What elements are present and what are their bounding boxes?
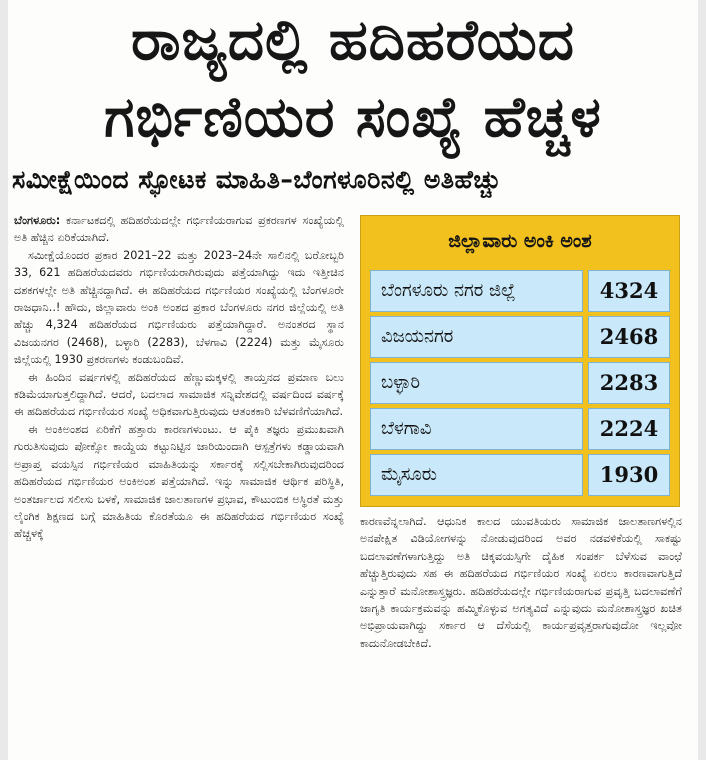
headline-line-1: ರಾಜ್ಯದಲ್ಲಿ ಹದಿಹರೆಯದ	[131, 8, 575, 73]
table-row	[370, 408, 670, 450]
table-title: ಜಿಲ್ಲಾವಾರು ಅಂಕಿ ಅಂಶ	[448, 230, 592, 252]
district-count: 2224	[588, 408, 670, 450]
district-name: ಬೆಳಗಾವಿ	[370, 408, 583, 450]
district-name: ಮೈಸೂರು	[370, 454, 583, 496]
article-paragraph: ಈ ಅಂಕಿಅಂಶದ ಏರಿಕೆಗೆ ಹತ್ತಾರು ಕಾರಣಗಳುಂಟು. ಆ ಪೈಕಿ ತಜ್ಞರು ಪ್ರಮುಖವಾಗಿ ಗುರುತಿಸುವುದು ಪೋಕ್ಸೋ ಕಾಯ್ದೆಯ ಕಟ್ಟುನಿಟ್ಟಿನ ಜಾರಿಯಿಂದಾಗಿ ಆಸ್ಪತ್ರೆಗಳು ಕಡ್ಡಾಯವಾಗಿ ಅಪ್ರಾಪ್ತ ವಯಸ್ಸಿನ ಗರ್ಭಿಣಿಯರ ಮಾಹಿತಿಯನ್ನು ಸರ್ಕಾರಕ್ಕೆ ಸಲ್ಲಿಸಬೇಕಾಗಿರುವುದರಿಂದ ಹದಿಹರೆಯದ ಗರ್ಭಿಣಿಯರ ಅಂಕಿಅಂಶ ಪತ್ತೆಯಾಗಿದೆ. ಇನ್ನು ಸಾಮಾಜಿಕ ಆರ್ಥಿಕ ಪರಿಸ್ಥಿತಿ, ಅಂತರ್ಜಾಲದ ಸಲೀಸು ಬಳಕೆ, ಸಾಮಾಜಿಕ ಜಾಲತಾಣಗಳ ಪ್ರಭಾವ, ಕೌಟುಂಬಿಕ ಅಸ್ಥಿರತೆ ಮತ್ತು ಲೈಂಗಿಕ ಶಿಕ್ಷಣದ ಬಗ್ಗೆ ಮಾಹಿತಿಯ ಕೊರತೆಯೂ ಈ ಹದಿಹರೆಯದ ಗರ್ಭಿಣಿಯರ ಸಂಖ್ಯೆ ಹೆಚ್ಚಳಕ್ಕೆ	[14, 422, 344, 541]
article-paragraph: ಸಮೀಕ್ಷೆಯೊಂದರ ಪ್ರಕಾರ 2021–22 ಮತ್ತು 2023–24ನೇ ಸಾಲಿನಲ್ಲಿ ಬರೋಬ್ಬರಿ 33, 621 ಹದಿಹರೆಯದವರು ಗರ್ಭಿಣಿಯರಾಗಿರುವುದು ಪತ್ತೆಯಾಗಿದ್ದು ಇದು ಇತ್ತೀಚಿನ ದಶಕಗಳಲ್ಲೇ ಅತಿ ಹೆಚ್ಚಿನದ್ದಾಗಿದೆ. ಈ ಹದಿಹರೆಯದ ಗರ್ಭಿಣಿಯರ ಸಂಖ್ಯೆಯಲ್ಲಿ ಬೆಂಗಳೂರೇ ರಾಜಧಾನಿ..! ಹೌದು, ಜಿಲ್ಲಾವಾರು ಅಂಕಿ ಅಂಶದ ಪ್ರಕಾರ ಬೆಂಗಳೂರು ನಗರ ಜಿಲ್ಲೆಯಲ್ಲಿ ಅತಿ ಹೆಚ್ಚು 4,324 ಹದಿಹರೆಯದ ಗರ್ಭಿಣಿಯರು ಪತ್ತೆಯಾಗಿದ್ದಾರೆ. ಅನಂತರದ ಸ್ಥಾನ ವಿಜಯನಗರ (2468), ಬಳ್ಳಾರಿ (2283), ಬೆಳಗಾವಿ (2224) ಮತ್ತು ಮೈಸೂರು ಜಿಲ್ಲೆಯಲ್ಲಿ 1930 ಪ್ರಕರಣಗಳು ಕಂಡುಬಂದಿವೆ.	[14, 248, 344, 367]
headline-line-2: ಗರ್ಭಿಣಿಯರ ಸಂಖ್ಯೆ ಹೆಚ್ಚಳ	[104, 85, 602, 150]
district-name: ವಿಜಯನಗರ	[370, 316, 583, 358]
district-count: 2468	[588, 316, 670, 358]
district-count: 1930	[588, 454, 670, 496]
district-count: 4324	[588, 270, 670, 312]
newspaper-clipping	[8, 0, 698, 760]
article-paragraph	[14, 212, 344, 247]
article-paragraph: ಕಾರಣವೆನ್ನಲಾಗಿದೆ. ಆಧುನಿಕ ಕಾಲದ ಯುವತಿಯರು ಸಾಮಾಜಿಕ ಜಾಲತಾಣಗಳಲ್ಲಿನ ಅನಪೇಕ್ಷಿತ ವಿಡಿಯೋಗಳನ್ನು ನೋಡುವುದರಿಂದ ಅವರ ನಡವಳಿಕೆಯಲ್ಲಿ ಸಾಕಷ್ಟು ಬದಲಾವಣೆಗಳಾಗುತ್ತಿದ್ದು ಅತಿ ಚಿಕ್ಕವಯಸ್ಸಿಗೇ ದೈಹಿಕ ಸಂಪರ್ಕ ಬೆಳೆಸುವ ವಾಂಛೆ ಹೆಚ್ಚುತ್ತಿರುವುದು ಸಹ ಈ ಹದಿಹರೆಯದ ಗರ್ಭಿಣಿಯರ ಸಂಖ್ಯೆ ಏರಲು ಕಾರಣವಾಗುತ್ತಿದೆ ಎನ್ನುತ್ತಾರೆ ಮನೋಶಾಸ್ತ್ರಜ್ಞರು. ಹದಿಹರೆಯದಲ್ಲೇ ಗರ್ಭಿಣಿಯರಾಗುವ ಪ್ರವೃತ್ತಿ ಬದಲಾವಣೆಗೆ ಜಾಗೃತಿ ಕಾರ್ಯಕ್ರಮವನ್ನು ಹಮ್ಮಿಕೊಳ್ಳುವ ಅಗತ್ಯವಿದೆ ಎನ್ನುವುದು ಮನೋಶಾಸ್ತ್ರಜ್ಞರ ಖಚಿತ ಅಭಿಪ್ರಾಯವಾಗಿದ್ದು ಸರ್ಕಾರ ಆ ದೆಸೆಯಲ್ಲಿ ಕಾರ್ಯಪ್ರವೃತ್ತರಾಗುವುದೋ ಇಲ್ಲವೋ ಕಾದುನೋಡಬೇಕಿದೆ.	[360, 515, 682, 650]
district-name: ಬಳ್ಳಾರಿ	[370, 362, 583, 404]
subheadline: ಸಮೀಕ್ಷೆಯಿಂದ ಸ್ಫೋಟಕ ಮಾಹಿತಿ–ಬೆಂಗಳೂರಿನಲ್ಲಿ ಅತಿಹೆಚ್ಚು	[12, 165, 502, 194]
district-stats-table	[360, 215, 680, 507]
table-row	[370, 270, 670, 312]
table-row	[370, 454, 670, 496]
article-lead: ಕರ್ನಾಟಕದಲ್ಲಿ ಹದಿಹರೆಯದಲ್ಲೇ ಗರ್ಭಿಣಿಯರಾಗುವ ಪ್ರಕರಣಗಳ ಸಂಖ್ಯೆಯಲ್ಲಿ ಅತಿ ಹೆಚ್ಚಿನ ಏರಿಕೆಯಾಗಿದೆ.	[14, 214, 344, 245]
dateline: ಬೆಂಗಳೂರು:	[14, 214, 61, 227]
district-count: 2283	[588, 362, 670, 404]
article-column-left	[14, 212, 344, 543]
table-row	[370, 362, 670, 404]
article-column-right	[360, 513, 682, 652]
article-paragraph: ಈ ಹಿಂದಿನ ವರ್ಷಗಳಲ್ಲಿ ಹದಿಹರೆಯದ ಹೆಣ್ಣುಮಕ್ಕಳಲ್ಲಿ ತಾಯ್ತನದ ಪ್ರಮಾಣ ಬಲು ಕಡಿಮೆಯಾಗುತ್ತಲಿದ್ದಾಗಿದೆ. ಆದರೆ, ಬದಲಾದ ಸಾಮಾಜಿಕ ಸನ್ನಿವೇಶದಲ್ಲಿ ವರ್ಷದಿಂದ ವರ್ಷಕ್ಕೆ ಈ ಹದಿಹರೆಯದ ಗರ್ಭಿಣಿಯರ ಸಂಖ್ಯೆ ಅಧಿಕವಾಗುತ್ತಿರುವುದು ಆತಂಕಕಾರಿ ಬೆಳವಣಿಗೆಯಾಗಿದೆ.	[14, 370, 344, 419]
table-row	[370, 316, 670, 358]
district-name: ಬೆಂಗಳೂರು ನಗರ ಜಿಲ್ಲೆ	[370, 270, 583, 312]
